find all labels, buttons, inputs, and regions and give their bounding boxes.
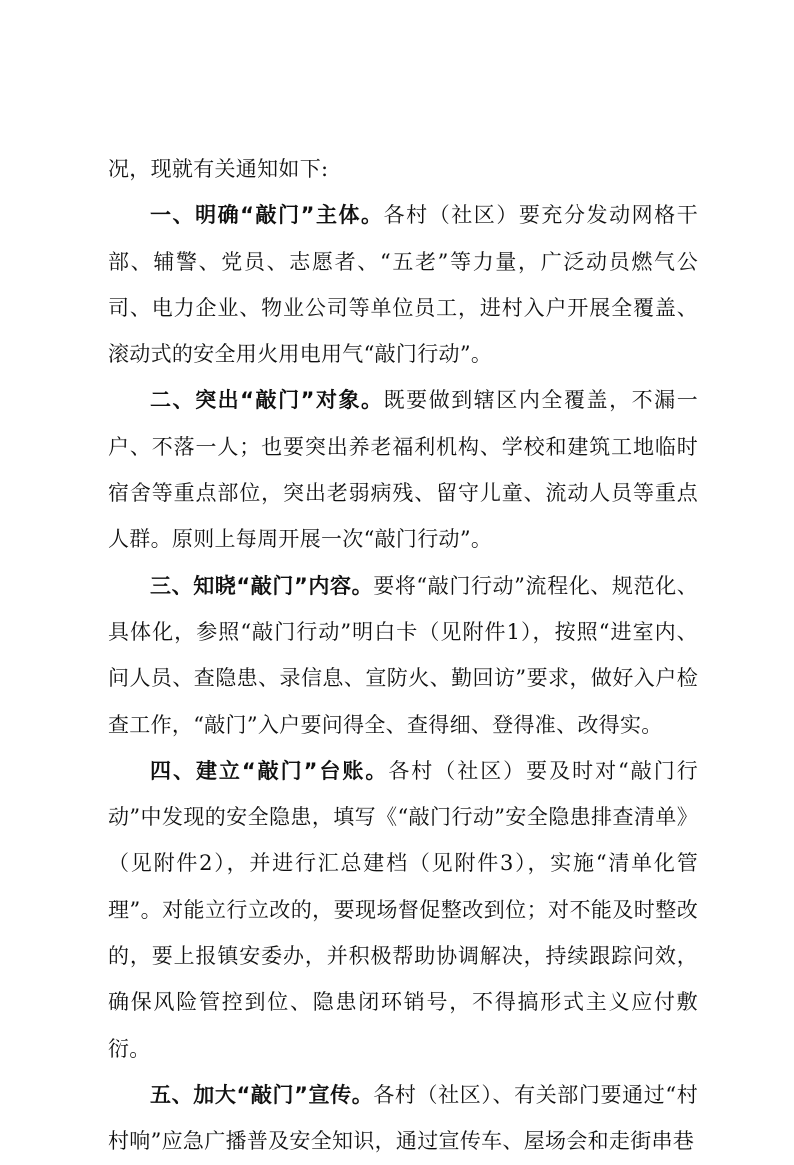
- paragraph-text: 况，现就有关通知如下:: [108, 157, 329, 181]
- paragraph-section-1: [108, 192, 698, 377]
- section-heading-4: 四、建立“敲门”台账。: [150, 758, 389, 783]
- paragraph-intro: [108, 146, 698, 192]
- paragraph-section-4: [108, 748, 698, 1072]
- paragraph-text: 既要做到辖区内全覆盖，不漏一户、不落一人；也要突出养老福利机构、学校和建筑工地临时宿舍等重点部位，突出老弱病残、留守儿童、流动人员等重点人群。原则上每周开展一次“敲门行动”。: [108, 388, 698, 552]
- section-heading-2: 二、突出“敲门”对象。: [150, 388, 384, 413]
- paragraph-section-3: [108, 563, 698, 748]
- paragraph-text: 各村（社区）、有关部门要通过“村村响”应急广播普及安全知识，通过宣传车、屋场会和走街串巷: [108, 1082, 698, 1154]
- document-body: [108, 146, 698, 1165]
- paragraph-section-2: [108, 377, 698, 562]
- paragraph-section-5: [108, 1072, 698, 1165]
- section-heading-5: 五、加大“敲门”宣传。: [150, 1082, 374, 1107]
- section-heading-3: 三、知晓“敲门”内容。: [150, 573, 374, 598]
- paragraph-text: 要将“敲门行动”流程化、规范化、具体化，参照“敲门行动”明白卡（见附件1），按照“进室内、问人员、查隐患、录信息、宣防火、勤回访”要求，做好入户检查工作，“敲门”入户要问得全、查得细、登得准、改得实。: [108, 573, 698, 737]
- paragraph-text: 各村（社区）要充分发动网格干部、辅警、党员、志愿者、“五老”等力量，广泛动员燃气公司、电力企业、物业公司等单位员工，进村入户开展全覆盖、滚动式的安全用火用电用气“敲门行动”。: [108, 203, 698, 367]
- paragraph-text: 各村（社区）要及时对“敲门行动”中发现的安全隐患，填写《“敲门行动”安全隐患排查清单》（见附件2），并进行汇总建档（见附件3），实施“清单化管理”。对能立行立改的，要现场督促整改到位；对不能及时整改的，要上报镇安委办，并积极帮助协调解决，持续跟踪问效，确保风险管控到位、隐患闭环销号，不得搞形式主义应付敷衍。: [108, 758, 698, 1061]
- section-heading-1: 一、明确“敲门”主体。: [150, 203, 384, 228]
